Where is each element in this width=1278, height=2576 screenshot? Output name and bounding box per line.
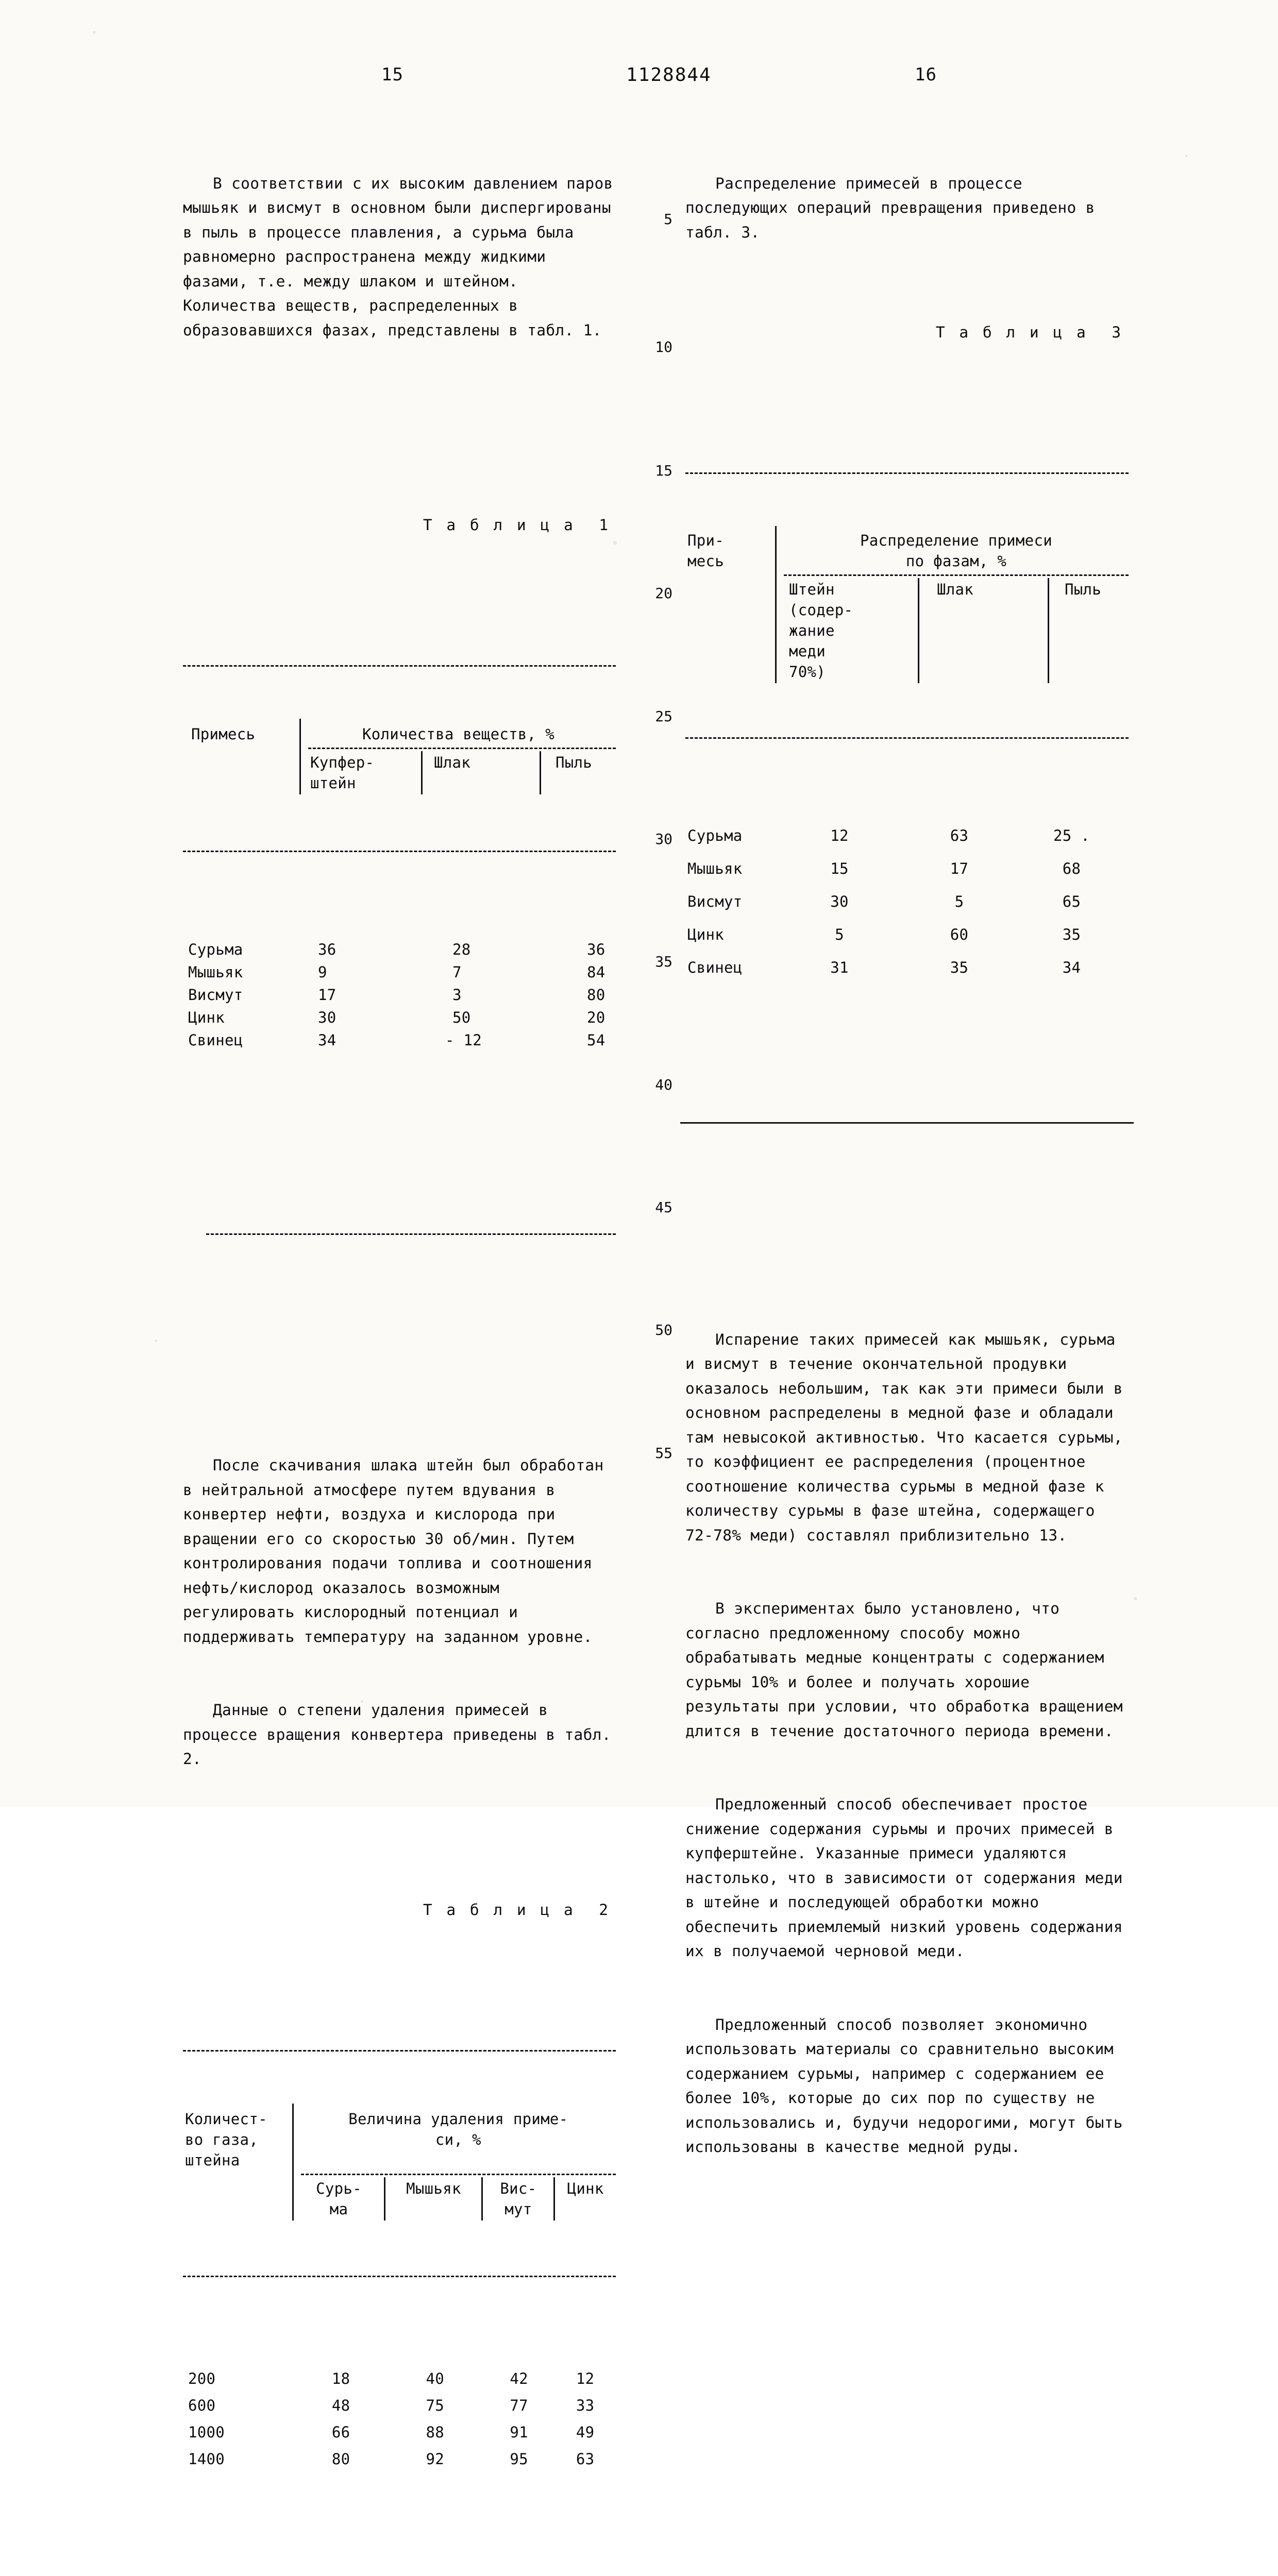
- table2-wrapper: [183, 1998, 616, 2576]
- line-number: 20: [655, 585, 672, 602]
- table-row: [183, 1029, 616, 1052]
- table3-subheader-2: Шлак: [919, 578, 1049, 683]
- table3-cell: 5: [835, 926, 844, 943]
- table-row: [183, 2394, 616, 2421]
- table2-body: [183, 2367, 616, 2475]
- table2-row-label: 600: [188, 2396, 216, 2414]
- table3-row-label: Висмут: [687, 893, 743, 910]
- table2-cell: 75: [426, 2396, 444, 2414]
- paragraph-right-3: В экспериментах было установлено, что согласно предложенному способу можно обрабатывать медные концентраты с содержанием сурьмы 10% и более и получать хорошие результаты при условии, что обработка вращением длится в течение достаточного периода времени.: [685, 1600, 1132, 1740]
- line-number: 10: [655, 338, 672, 355]
- table1-header-row: [183, 719, 616, 745]
- line-number: 45: [655, 1199, 672, 1216]
- table3-mid-rule: [685, 737, 1129, 739]
- table2-cell: 91: [510, 2423, 528, 2441]
- table3-cell: 35: [950, 959, 969, 976]
- table3-cell: 17: [950, 860, 969, 877]
- paragraph-right-2: Испарение таких примесей как мышьяк, сурьма и висмут в течение окончательной продувки оказалось небольшим, так как эти примеси были в основном распределены в медной фазе и обладали там невысокой активностью. Что касается сурьмы, то коэффициент ее распределения (процентное соотношение количества сурьмы в медной фазе к количеству сурьмы в фазе штейна, содержащего 72-78% меди) составлял приблизительно 13.: [685, 1330, 1132, 1544]
- table2-subrule-row: [183, 2172, 616, 2177]
- line-number: 35: [655, 953, 672, 970]
- table3-sub-rule: [784, 574, 1129, 576]
- paragraph-right-1: Распределение примесей в процессе последующих операций превращения приведено в табл. 3.: [685, 174, 1104, 241]
- table3-cell: 60: [950, 926, 969, 943]
- table2-subheader-1: Сурь- ма: [293, 2177, 385, 2221]
- table2-cell: 12: [576, 2369, 595, 2387]
- table2-subheader-4: Цинк: [567, 2180, 604, 2197]
- table1-row-label: Свинец: [188, 1031, 243, 1049]
- table1-cell: 36: [318, 940, 337, 958]
- table3-bottom-rule: [680, 1122, 1134, 1124]
- table3-caption: Т а б л и ц а 3: [935, 323, 1123, 341]
- table2-cell: 40: [426, 2369, 444, 2387]
- table1-wrapper: [183, 613, 616, 1287]
- table3-top-rule: [685, 472, 1129, 474]
- table1-subheader-3: Пыль: [556, 754, 593, 771]
- table1-cell: 17: [318, 986, 337, 1004]
- table1-row-label: Висмут: [188, 986, 243, 1004]
- table2-subheader-2: Мышьяк: [385, 2177, 482, 2221]
- table2-cell: 33: [576, 2396, 595, 2414]
- table3-cell: 25 .: [1053, 827, 1090, 844]
- table1-cell: 20: [587, 1008, 606, 1026]
- table2-mid-rule: [183, 2276, 616, 2277]
- table1-subheader-row: [183, 751, 616, 794]
- table3-cell: 31: [830, 959, 849, 976]
- paper-speckle: [93, 31, 96, 34]
- table2-cell: 48: [331, 2396, 350, 2414]
- line-number: 30: [655, 831, 672, 848]
- table3-body: [685, 824, 1129, 983]
- table-phase-distribution: [685, 526, 1129, 683]
- table2-cell: 95: [510, 2450, 528, 2468]
- table3-row-label: Мышьяк: [687, 860, 743, 877]
- line-number: 40: [655, 1076, 672, 1093]
- table-row: [183, 2367, 616, 2394]
- table2-caption: Т а б л и ц а 2: [423, 1901, 611, 1919]
- table1-subrule-row: [183, 745, 616, 751]
- table2-cell: 18: [331, 2369, 350, 2387]
- line-number: 25: [655, 708, 672, 725]
- table1-subheader-2: Шлак: [422, 751, 541, 794]
- table1-header-impurity: Примесь: [183, 719, 300, 745]
- table3-cell: 5: [954, 893, 964, 910]
- table2-cell: 92: [426, 2450, 444, 2468]
- table2-header-span: Величина удаления приме- си, %: [348, 2110, 568, 2148]
- table-row: [685, 890, 1129, 923]
- table3-cell: 15: [830, 860, 849, 877]
- paper-speckle: [1134, 1597, 1137, 1600]
- table-row: [685, 824, 1129, 857]
- table2-row-label: 1400: [188, 2450, 225, 2468]
- left-column: [183, 98, 623, 2576]
- table1-cell: 80: [587, 986, 606, 1004]
- table1-cell: 3: [452, 986, 462, 1004]
- page-number-left: 15: [381, 64, 403, 85]
- table3-subheader-row: [685, 578, 1129, 683]
- patent-number: 1128844: [626, 64, 712, 86]
- table2-cell: 63: [576, 2450, 595, 2468]
- table2-header-row: [183, 2104, 616, 2172]
- table-row: [183, 2448, 616, 2475]
- table2-cell: 80: [331, 2450, 350, 2468]
- table2-row-label: 1000: [188, 2423, 225, 2441]
- table3-row-label: Сурьма: [687, 827, 743, 844]
- table2-cell: 42: [510, 2369, 528, 2387]
- table3-subrule-row: [685, 572, 1129, 578]
- line-number: 5: [664, 211, 672, 228]
- table-row: [183, 961, 616, 984]
- table1-body: [183, 938, 616, 1052]
- table-row: [183, 1006, 616, 1029]
- table-impurity-removal: [183, 2104, 616, 2221]
- table1-bottom-rule: [206, 1233, 616, 1235]
- paper-speckle: [155, 1340, 157, 1342]
- paragraph-left-1: В соответствии с их высоким давлением паров мышьяк и висмут в основном были диспергированы в пыль в процессе плавления, а сурьма была равномерно распространена между жидкими фазами, т.е. между шлаком и штейном. Количества веществ, распределенных в образовавшихся фазах, представлены в табл. 1.: [183, 174, 623, 339]
- table1-cell: 30: [318, 1008, 337, 1026]
- table1-cell: 7: [452, 963, 462, 981]
- table1-sub-rule: [308, 748, 616, 749]
- table-impurity-quantities: [183, 719, 616, 794]
- table3-cell: 34: [1062, 959, 1081, 976]
- paragraph-right-5: Предложенный способ позволяет экономично использовать материалы со сравнительно высоким содержанием сурьмы, например с содержанием ее более 10%, которые до сих пор по существу не использовались и, будучи недорогими, могут быть использованы в качестве медной руды.: [685, 2015, 1132, 2156]
- table3-cell: 12: [830, 827, 849, 844]
- table2-header-gas: Количест- во газа, штейна: [183, 2104, 293, 2172]
- table1-subheader-1: Купфер- штейн: [300, 751, 422, 794]
- table3-cell: 30: [830, 893, 849, 910]
- table1-header-span: Количества веществ, %: [362, 725, 554, 743]
- table3-subheader-3: Пыль: [1065, 580, 1102, 598]
- paragraph-left-2: После скачивания шлака штейн был обработан в нейтральной атмосфере путем вдувания в конвертер нефти, воздуха и кислорода при вращении его со скоростью 30 об/мин. Путем контролирования подачи топлива и соотношения нефть/кислород оказалось возможным регулировать кислородный потенциал и поддерживать температуру на заданном уровне.: [183, 1456, 613, 1646]
- table-row: [685, 857, 1129, 890]
- table3-header-span: Распределение примеси по фазам, %: [860, 531, 1052, 570]
- table3-wrapper: [685, 420, 1129, 1177]
- table1-row-label: Сурьма: [188, 940, 243, 958]
- right-column: [685, 98, 1132, 2233]
- table-row: [685, 956, 1129, 983]
- line-number: 50: [655, 1321, 672, 1338]
- table2-row-label: 200: [188, 2369, 216, 2387]
- table-row: [685, 923, 1129, 956]
- page-number-right: 16: [915, 64, 937, 85]
- table1-mid-rule: [183, 851, 616, 852]
- table3-cell: 65: [1062, 893, 1081, 910]
- table3-header-impurity: При- месь: [685, 526, 776, 572]
- table1-cell: 36: [587, 940, 606, 958]
- table1-cell: 9: [318, 963, 327, 981]
- table1-top-rule: [183, 665, 616, 667]
- table1-row-label: Мышьяк: [188, 963, 243, 981]
- table1-caption: Т а б л и ц а 1: [423, 516, 611, 534]
- table1-cell: 34: [318, 1031, 337, 1049]
- table2-cell: 66: [331, 2423, 350, 2441]
- table-row: [183, 938, 616, 961]
- table3-header-row: [685, 526, 1129, 572]
- table3-row-label: Свинец: [687, 959, 743, 976]
- table1-cell: - 12: [445, 1031, 482, 1049]
- line-number: 15: [655, 462, 672, 479]
- table2-top-rule: [183, 2050, 616, 2052]
- paragraph-right-4: Предложенный способ обеспечивает простое снижение содержания сурьмы и прочих примесей в купферштейне. Указанные примеси удаляются настолько, что в зависимости от содержания меди в штейне и последующей обработки можно обеспечить приемлемый низкий уровень содержания их в получаемой черновой меди.: [685, 1795, 1132, 1960]
- paper-speckle: [1185, 155, 1188, 157]
- table3-subheader-1: Штейн (содер- жание меди 70%): [776, 578, 919, 683]
- table-row: [183, 2421, 616, 2448]
- table1-cell: 84: [587, 963, 606, 981]
- line-number: 55: [655, 1445, 672, 1462]
- table1-cell: 54: [587, 1031, 606, 1049]
- table3-row-label: Цинк: [687, 926, 725, 943]
- table1-row-label: Цинк: [188, 1008, 225, 1026]
- paragraph-left-3: Данные о степени удаления примесей в процессе вращения конвертера приведены в табл. 2.: [183, 1701, 620, 1768]
- table3-cell: 35: [1062, 926, 1081, 943]
- page-header: [0, 64, 1278, 95]
- table2-cell: 49: [576, 2423, 595, 2441]
- table2-cell: 77: [510, 2396, 528, 2414]
- table3-cell: 68: [1062, 860, 1081, 877]
- table2-subheader-3: Вис- мут: [482, 2177, 554, 2221]
- table-row: [183, 984, 616, 1006]
- table1-cell: 50: [452, 1008, 471, 1026]
- table2-subheader-row: [183, 2177, 616, 2221]
- table1-cell: 28: [452, 940, 471, 958]
- table3-cell: 63: [950, 827, 969, 844]
- table2-sub-rule: [301, 2174, 616, 2175]
- table2-cell: 88: [426, 2423, 444, 2441]
